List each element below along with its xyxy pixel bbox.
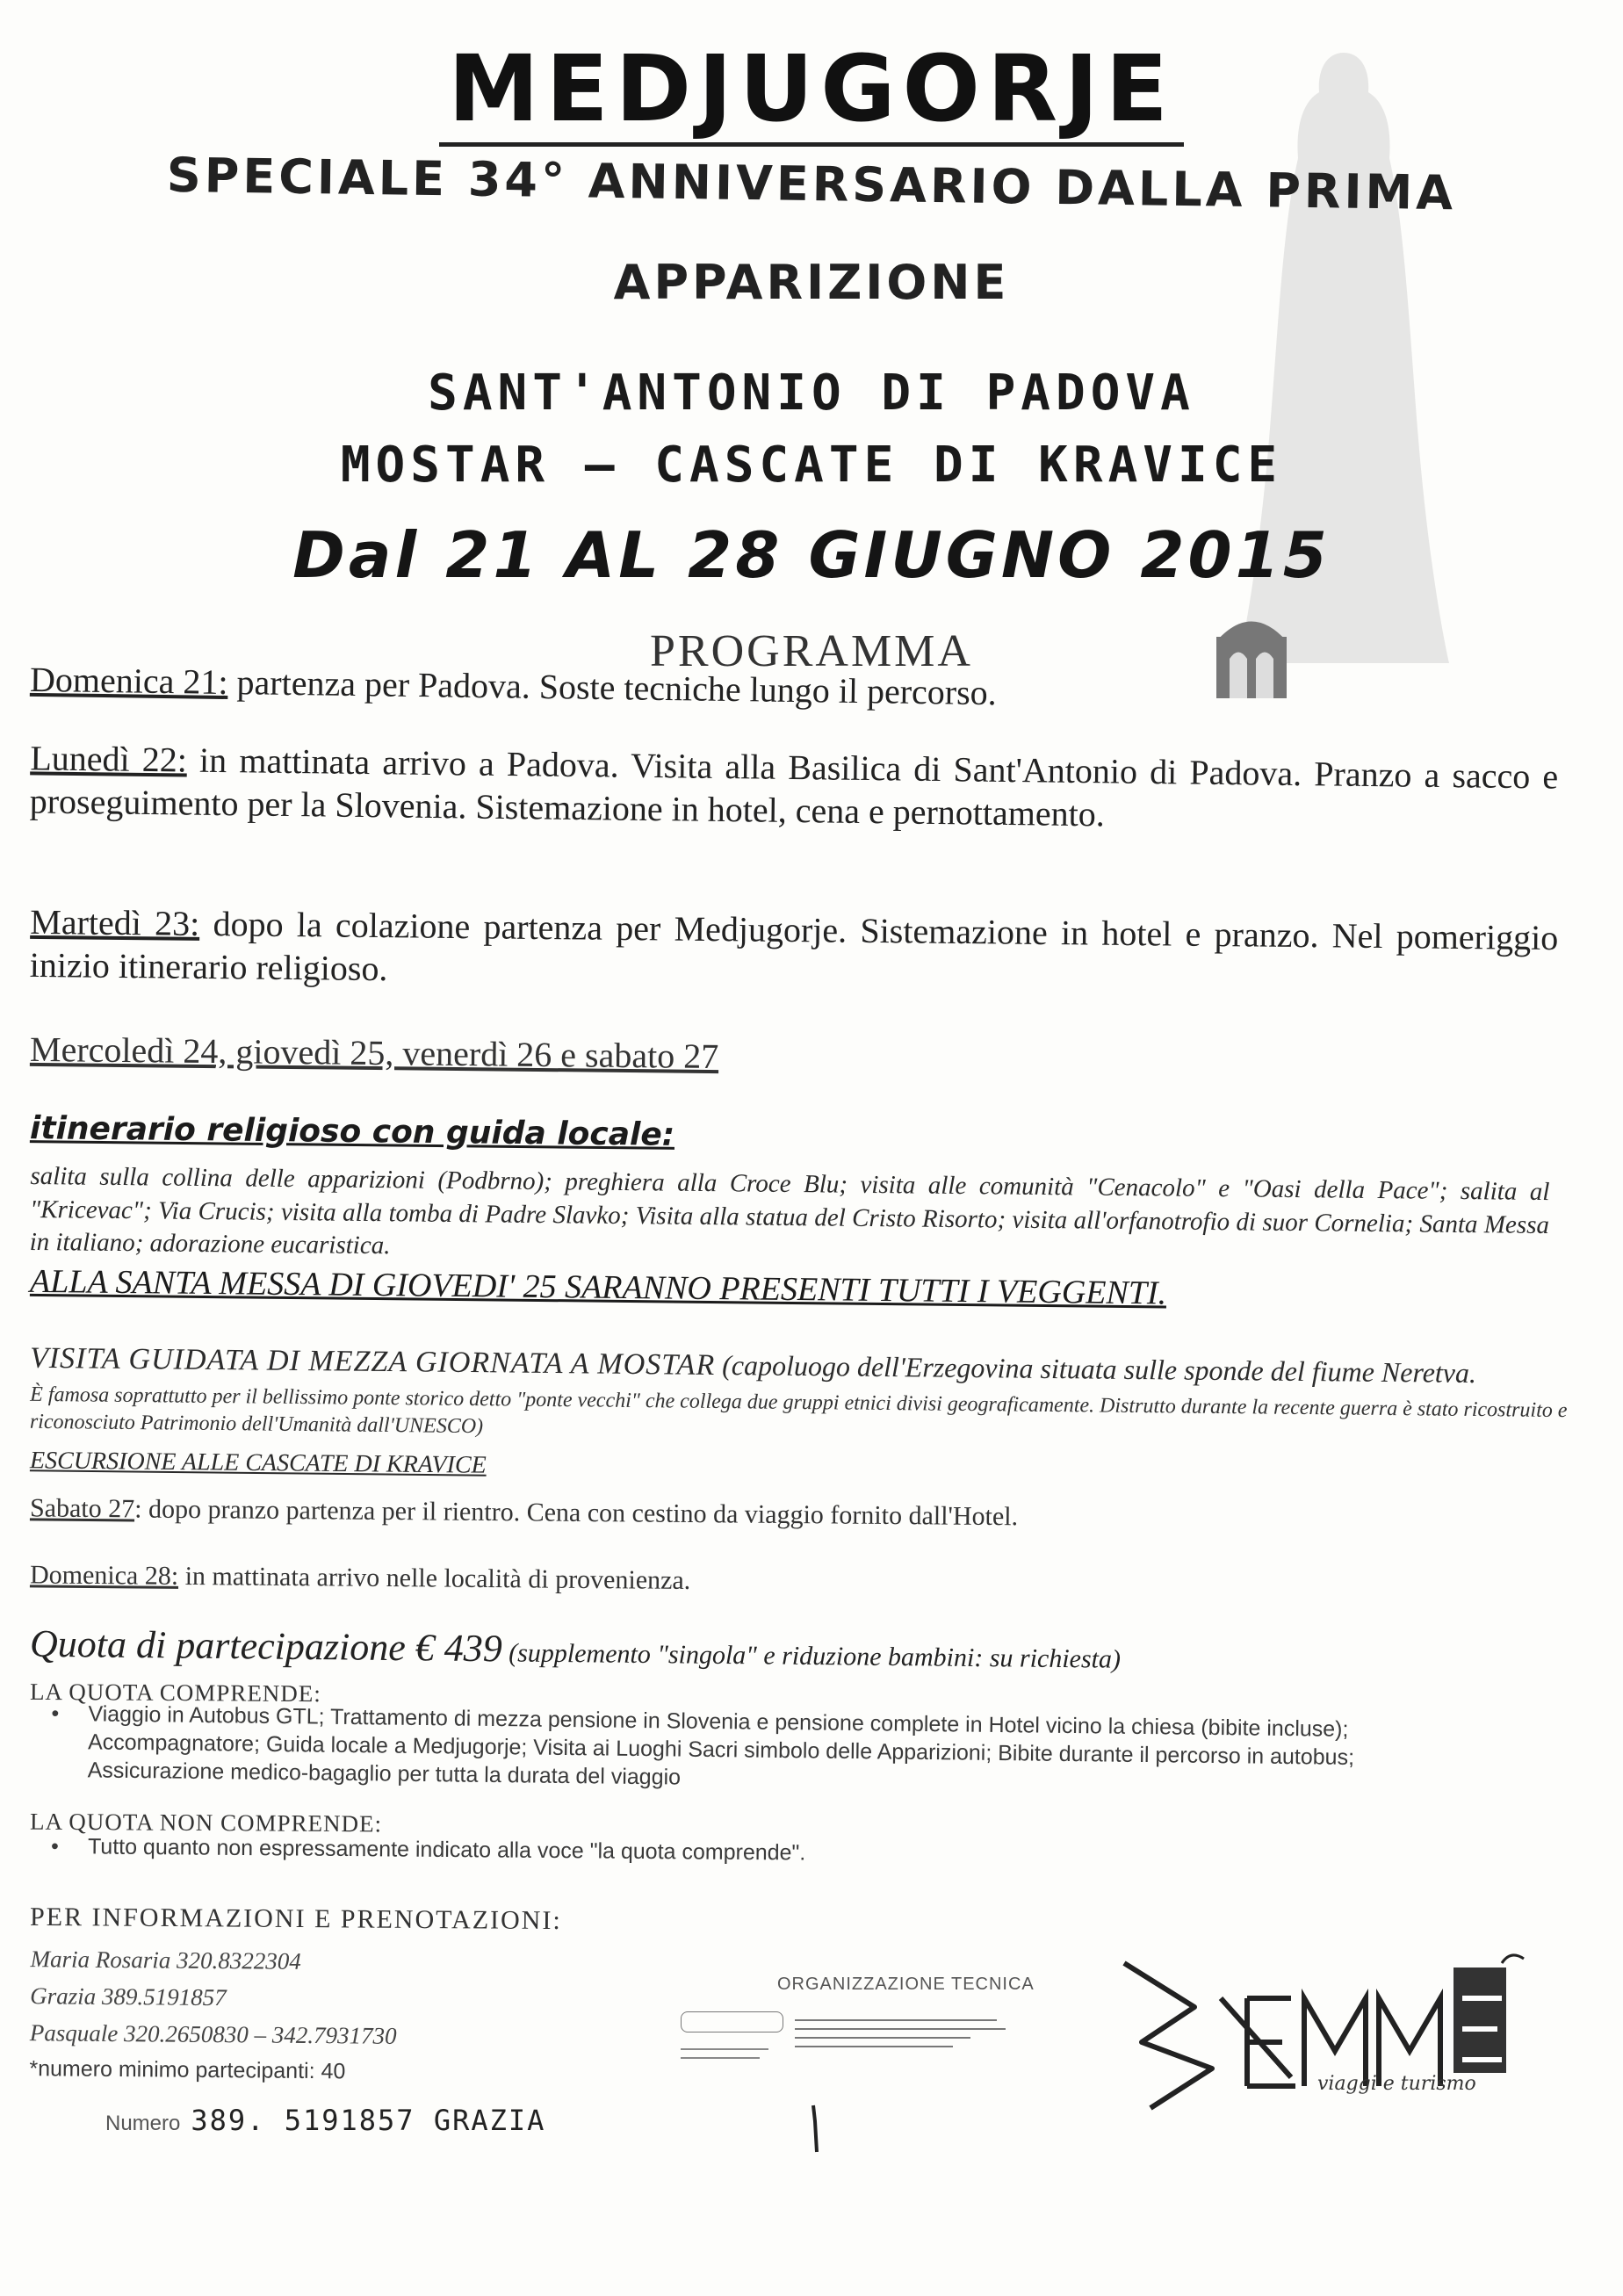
places-line-2: MOSTAR – CASCATE DI KRAVICE bbox=[340, 437, 1283, 494]
trip-dates: Dal 21 AL 28 GIUGNO 2015 bbox=[292, 518, 1331, 592]
organizer-contact-print-icon bbox=[681, 2042, 777, 2069]
bullet-icon: • bbox=[51, 1700, 60, 1726]
mostar-visit-subtitle: (capoluogo dell'Erzegovina situata sulle sponde del fiume Neretva. bbox=[715, 1348, 1477, 1390]
agency-logo bbox=[1115, 1946, 1528, 2112]
organizer-logo-mark bbox=[681, 2011, 783, 2032]
organizer-label: ORGANIZZAZIONE TECNICA bbox=[777, 1975, 1035, 1994]
quota-line bbox=[30, 1621, 1593, 1683]
quota-comprende-item bbox=[51, 1700, 1475, 1801]
days-24-27: Mercoledì 24, giovedì 25, venerdì 26 e sabato 27 bbox=[29, 1029, 719, 1077]
day-label: Sabato 27 bbox=[29, 1493, 135, 1524]
day-text: in mattinata arrivo nelle località di provenienza. bbox=[178, 1561, 691, 1595]
day-text: : dopo pranzo partenza per il rientro. Cena con cestino da viaggio fornito dall'Hotel. bbox=[134, 1494, 1019, 1532]
day-label: Domenica 28: bbox=[29, 1560, 179, 1591]
quota-comprende-label: LA QUOTA COMPRENDE: bbox=[29, 1678, 321, 1708]
day-lunedi-22 bbox=[29, 737, 1558, 841]
pen-mark-icon bbox=[806, 2104, 824, 2156]
places-line-1: SANT'ANTONIO DI PADOVA bbox=[428, 365, 1195, 422]
contact-pasquale: Pasquale 320.2650830 – 342.7931730 bbox=[29, 2018, 397, 2049]
organizer-logo bbox=[681, 2011, 1023, 2095]
kravice-excursion: ESCURSIONE ALLE CASCATE DI KRAVICE bbox=[29, 1447, 487, 1479]
handwritten-number bbox=[105, 2104, 545, 2137]
quota-non-comprende-item bbox=[50, 1834, 806, 1866]
itinerary-text: salita sulla collina delle apparizioni (Podbrno); preghiera alla Croce Blu; visita alle comunità "Cenacolo" e "Oasi della Pace"; salita al "Kricevac"; Via Crucis; visita alla tomba di Padre Slavko; Visita alla statua del Cristo Risorto; visita all'orfanotrofio di suor Cornelia; Santa Messa in italiano; adorazione eucaristica. bbox=[29, 1161, 1550, 1260]
agency-tagline: viaggi e turismo bbox=[1317, 2073, 1476, 2095]
quota-non-comprende-label: LA QUOTA NON COMPRENDE: bbox=[29, 1808, 383, 1838]
bullet-icon: • bbox=[50, 1834, 59, 1859]
info-heading: PER INFORMAZIONI E PRENOTAZIONI: bbox=[29, 1902, 562, 1936]
quota-comprende-text: Viaggio in Autobus GTL; Trattamento di mezza pensione in Slovenia e pensione complete in Hotel vicino la chiesa (bibite incluse); Accompagnatore; Guida locale a Medjugorje; Visita ai Luoghi Sacri simbolo delle Apparizioni; Bibite durante il percorso in autobus; Assicurazione medico-bagaglio per tutta la durata del viaggio bbox=[87, 1701, 1355, 1790]
day-text: dopo la colazione partenza per Medjugorje. Sistemazione in hotel e pranzo. Nel pomeriggio inizio itinerario religioso. bbox=[29, 903, 1559, 988]
itinerary-heading: itinerario religioso con guida locale: bbox=[29, 1110, 675, 1153]
min-participants: *numero minimo partecipanti: 40 bbox=[29, 2055, 346, 2083]
mostar-visit-title: VISITA GUIDATA DI MEZZA GIORNATA A MOSTAR bbox=[29, 1341, 716, 1382]
day-text: partenza per Padova. Soste tecniche lungo il percorso. bbox=[227, 662, 998, 713]
numero-label: Numero bbox=[105, 2112, 181, 2135]
day-label: Lunedì 22: bbox=[30, 738, 188, 780]
organizer-fine-print-icon bbox=[795, 2015, 1014, 2068]
apparizione-subtitle: APPARIZIONE bbox=[613, 255, 1010, 310]
day-text: in mattinata arrivo a Padova. Visita alla Basilica di Sant'Antonio di Padova. Pranzo a sacco e proseguimento per la Slovenia. Sistemazione in hotel, cena e pernottamento. bbox=[29, 740, 1559, 834]
day-label: Domenica 21: bbox=[29, 659, 228, 702]
messa-veggenti-line: ALLA SANTA MESSA DI GIOVEDI' 25 SARANNO PRESENTI TUTTI I VEGGENTI. bbox=[29, 1262, 1167, 1312]
main-title: MEDJUGORJE bbox=[0, 35, 1623, 142]
day-martedi-23 bbox=[30, 901, 1559, 1003]
quota-note: (supplemento "singola" e riduzione bambini: su richiesta) bbox=[501, 1638, 1122, 1674]
numero-value: 389. 5191857 GRAZIA bbox=[191, 2104, 546, 2137]
day-label: Martedì 23: bbox=[30, 901, 200, 943]
programma-heading: PROGRAMMA bbox=[650, 626, 973, 676]
mostar-visit-text: È famosa soprattutto per il bellissimo ponte storico detto "ponte vecchi" che collega due gruppi etnici divisi geograficamente. Distrutto durante la recente guerra è stato ricostruito e riconosciuto Patrimonio dell'Umanità dall'UNESCO) bbox=[29, 1383, 1568, 1439]
day-domenica-28 bbox=[30, 1560, 1558, 1603]
day-sabato-27 bbox=[30, 1493, 1558, 1536]
contacts-list bbox=[29, 1941, 397, 2089]
contact-grazia: Grazia 389.5191857 bbox=[30, 1982, 227, 2011]
quota-non-comprende-text: Tutto quanto non espressamente indicato alla voce "la quota comprende". bbox=[87, 1834, 806, 1866]
contact-maria-rosaria: Maria Rosaria 320.8322304 bbox=[30, 1946, 301, 1975]
anniversary-subtitle: SPECIALE 34° ANNIVERSARIO DALLA PRIMA bbox=[166, 147, 1457, 221]
quota-price: Quota di partecipazione € 439 bbox=[29, 1621, 503, 1671]
